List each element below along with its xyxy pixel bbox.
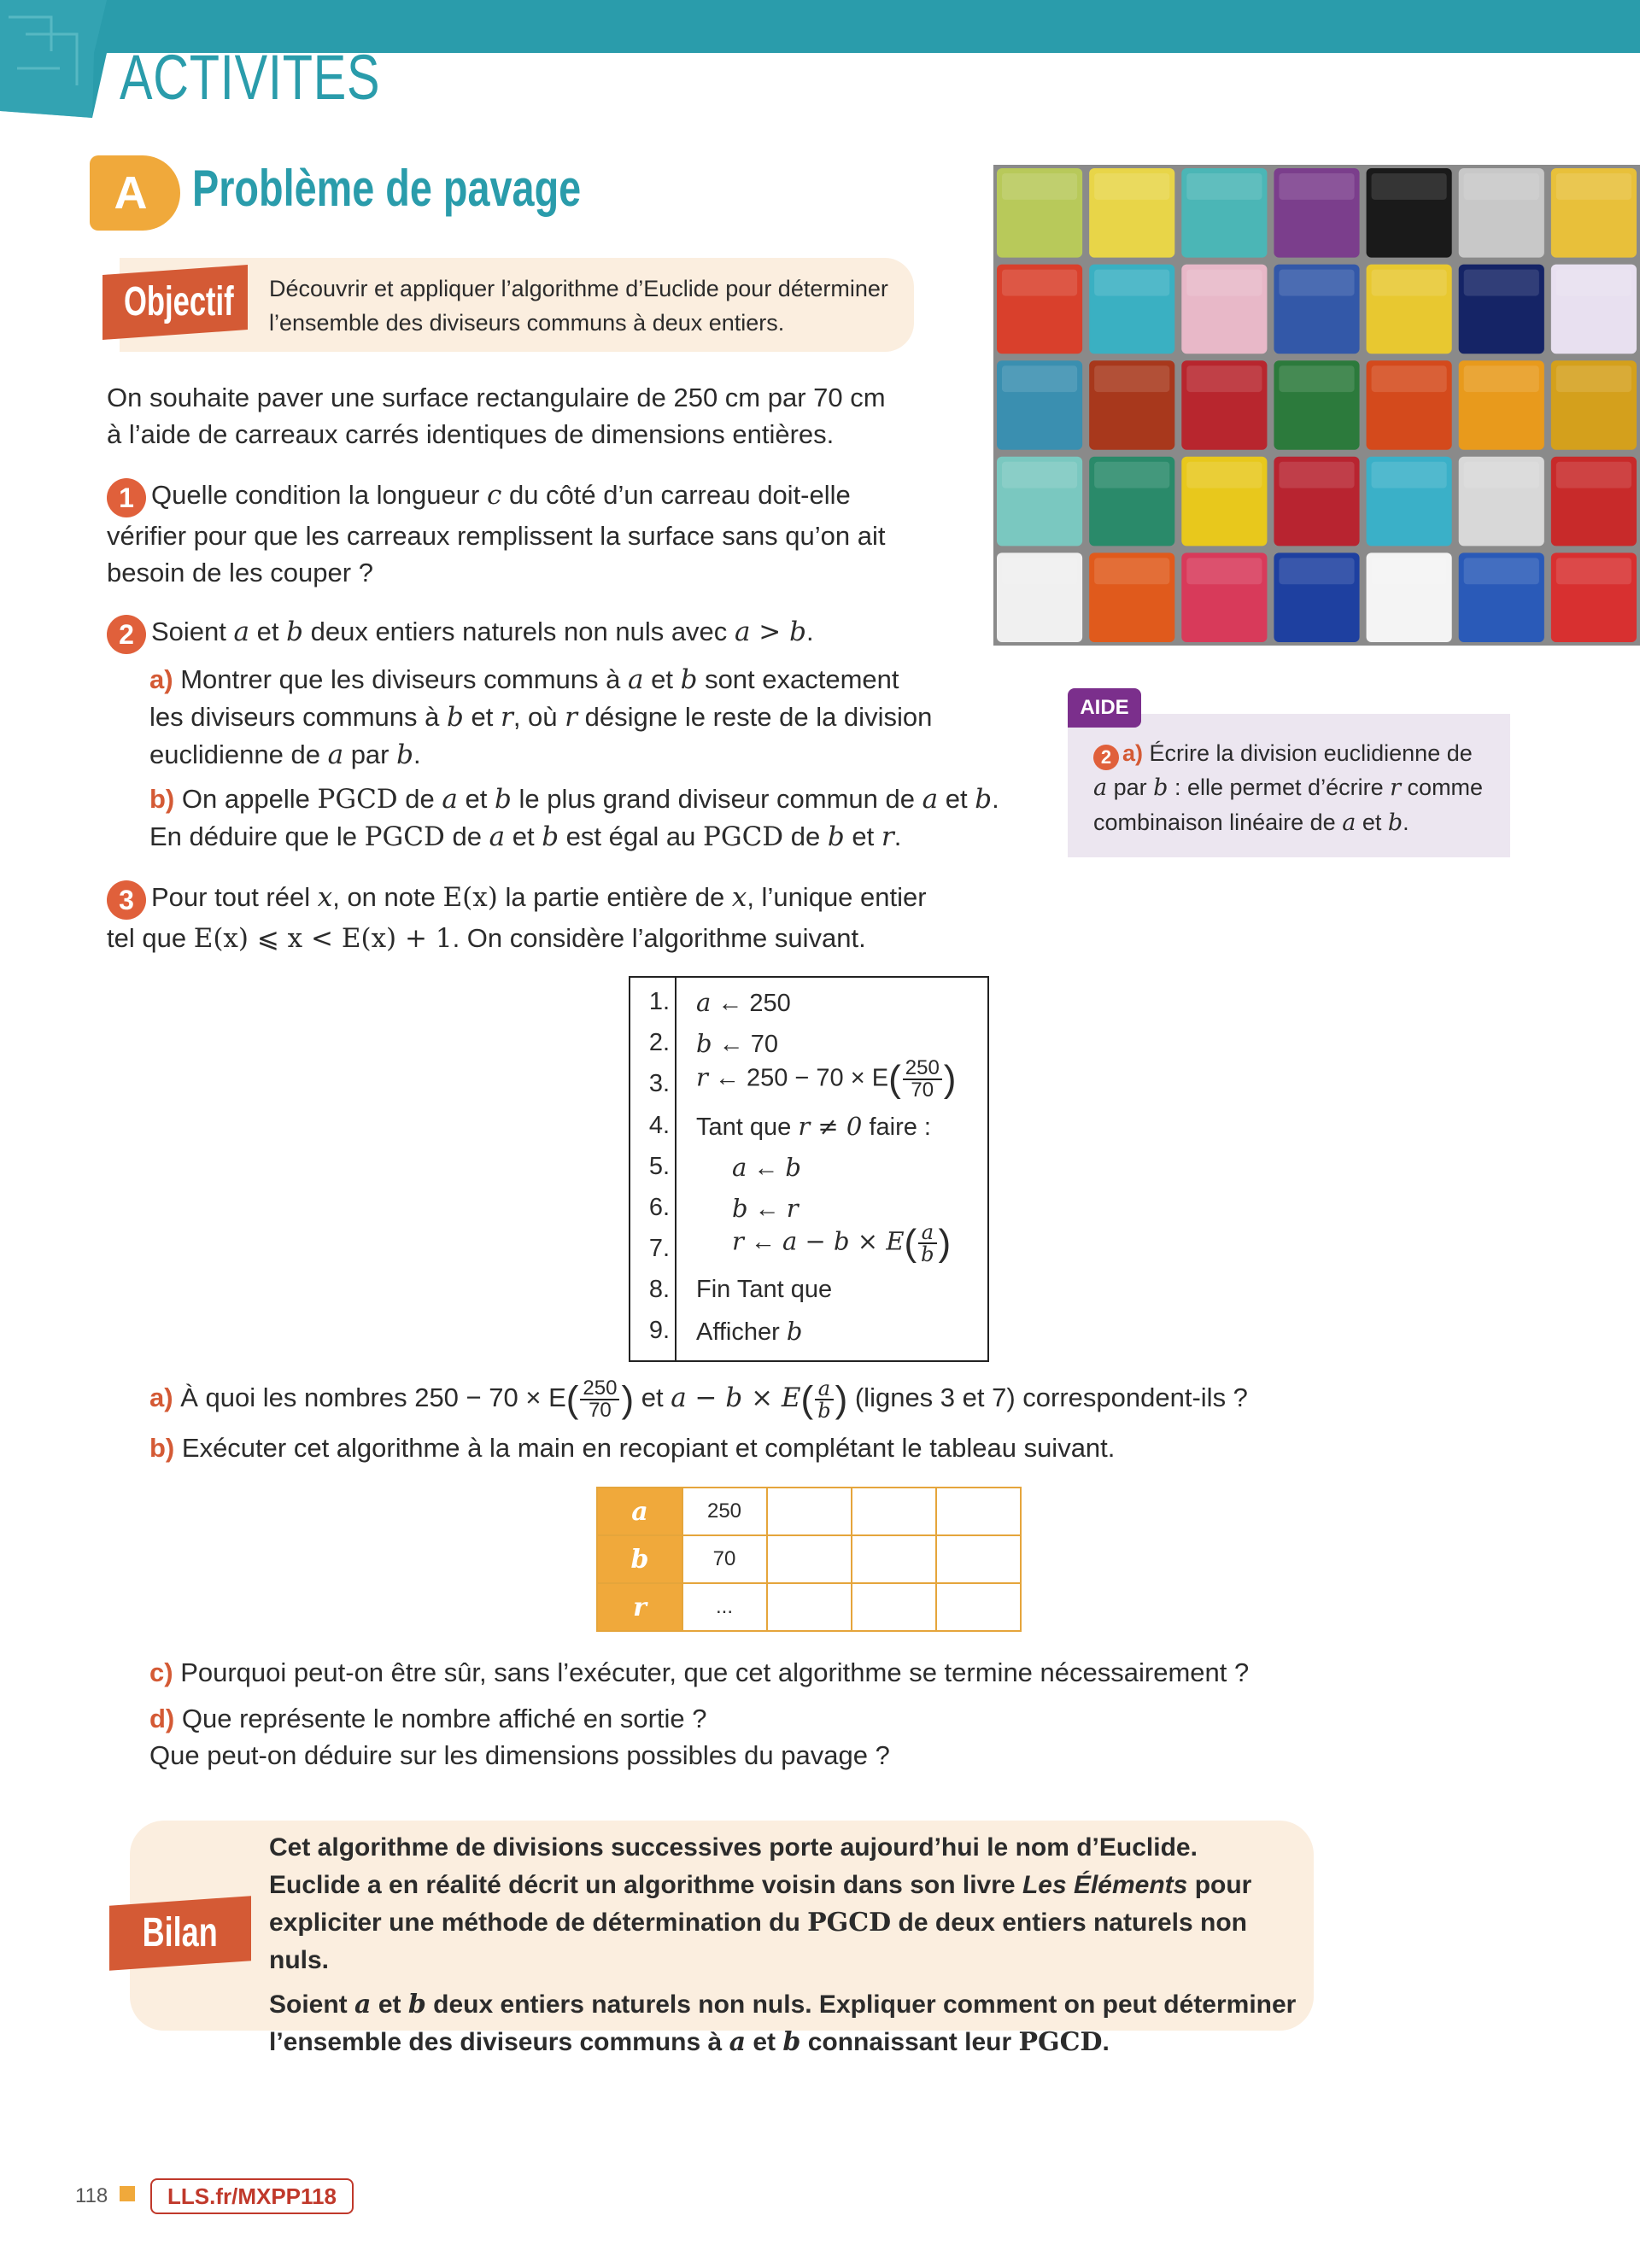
question-number-1: 1	[107, 478, 146, 517]
algo-line-number: 1.	[648, 988, 670, 1015]
algo-line-4: Tant que r ≠ 0 faire :	[696, 1112, 931, 1141]
objectif-text: Découvrir et appliquer l’algorithme d’Euclide pour déterminer l’ensemble des diviseurs communs à deux entiers.	[269, 276, 888, 336]
tile-highlight	[1279, 365, 1354, 392]
table-row-b	[597, 1535, 1021, 1583]
algo-line-1: a ← 250	[696, 988, 791, 1017]
page-marker-square	[120, 2186, 135, 2201]
objectif-tag-label: Objectif	[124, 279, 234, 324]
algorithm-box	[629, 976, 989, 1362]
table-cell-empty	[936, 1488, 1021, 1535]
question-2b: b) On appelle PGCD de a et b le plus grand diviseur commun de a et b. En déduire que le PGCD de a et b est égal au PGCD de b et r.	[149, 784, 999, 852]
tile-highlight	[1464, 462, 1539, 488]
header-bar	[350, 0, 1640, 53]
question-3c: c) Pourquoi peut-on être sûr, sans l’exécuter, que cet algorithme se termine nécessairement ?	[149, 1657, 1250, 1687]
algo-line-3: r ← 250 − 70 × E( $\frac{250}{70}$ )	[696, 1056, 957, 1102]
tile-highlight	[1372, 462, 1447, 488]
tile-highlight	[1372, 173, 1447, 200]
algo-line-2: b ← 70	[696, 1029, 778, 1058]
algorithm-separator	[675, 978, 676, 1360]
question-3: 3 Pour tout réel x, on note E(x) la partie entière de x, l’unique entier tel que E(x) ⩽ x < E(x) + 1. On considère l’algorithme suivant.	[107, 882, 927, 954]
question-3b: b) Exécuter cet algorithme à la main en recopiant et complétant le tableau suivant.	[149, 1433, 1116, 1463]
table-cell-empty	[852, 1583, 936, 1631]
table-cell-empty	[936, 1583, 1021, 1631]
tile-highlight	[1464, 558, 1539, 584]
question-2a: a) Montrer que les diviseurs communs à a et b sont exactement les diviseurs communs à b et r, où r désigne le reste de la division euclidienne de a par b.	[149, 664, 933, 770]
table-row-a	[597, 1488, 1021, 1535]
question-2: 2 Soient a et b deux entiers naturels non nuls avec a > b.	[107, 613, 1012, 654]
table-cell-empty	[852, 1535, 936, 1583]
table-cell-empty	[936, 1535, 1021, 1583]
table-cell-empty	[767, 1535, 852, 1583]
bilan-text: Cet algorithme de divisions successives porte aujourd’hui le nom d’Euclide. Euclide a en réalité décrit un algorithme voisin dans son livre Les Éléments pour expliciter une méthode de détermination du PGCD de deux entiers naturels non nuls. Soient a et b deux entiers naturels non nuls. Expliquer comment on peut déterminer l’ensemble des diviseurs communs à a et b connaissant leur PGCD.	[269, 1833, 1297, 2057]
tile-highlight	[1094, 558, 1169, 584]
table-row-r	[597, 1583, 1021, 1631]
table-cell-empty	[767, 1488, 852, 1535]
aide-text: 2 a) Écrire la division euclidienne de a par b : elle permet d’écrire r comme combinaison linéaire de a et b.	[1093, 740, 1484, 836]
table-header-r: r	[597, 1583, 682, 1631]
tile-highlight	[1002, 270, 1077, 296]
section-letter: A	[114, 167, 148, 219]
tiles-photo	[993, 165, 1640, 646]
algo-line-number: 3.	[648, 1070, 670, 1097]
algo-line-number: 5.	[648, 1153, 670, 1180]
question-3d: d) Que représente le nombre affiché en sortie ? Que peut-on déduire sur les dimensions possibles du pavage ?	[149, 1704, 890, 1770]
tile-highlight	[1372, 270, 1447, 296]
tile-highlight	[1186, 173, 1262, 200]
tile-highlight	[1279, 173, 1354, 200]
tile-highlight	[1556, 462, 1631, 488]
algo-line-7: r ← a − b × E( $\frac{a}{b}$ )	[732, 1220, 952, 1266]
tile-highlight	[1464, 365, 1539, 392]
algo-line-number: 6.	[648, 1194, 670, 1221]
algo-line-number: 9.	[648, 1317, 670, 1344]
algo-line-8: Fin Tant que	[696, 1276, 833, 1303]
table-cell-empty	[852, 1488, 936, 1535]
tile-highlight	[1002, 462, 1077, 488]
tile-highlight	[1556, 173, 1631, 200]
tile-highlight	[1186, 558, 1262, 584]
aide-tag-label: AIDE	[1080, 696, 1129, 719]
tile-highlight	[1279, 558, 1354, 584]
tile-highlight	[1186, 365, 1262, 392]
algo-line-number: 2.	[648, 1029, 670, 1056]
tile-highlight	[1094, 270, 1169, 296]
question-3a: a) À quoi les nombres 250 − 70 × E( $\frac{250}{70}$ ) et a − b × E( $\frac{a}{b}$ ) (lignes 3 et 7) correspondent-ils ?	[149, 1377, 1248, 1423]
algo-line-9: Afficher b	[696, 1317, 803, 1346]
intro-paragraph: On souhaite paver une surface rectangulaire de 250 cm par 70 cm à l’aide de carreaux carrés identiques de dimensions entières.	[107, 383, 886, 449]
tile-highlight	[1372, 365, 1447, 392]
tile-highlight	[1464, 173, 1539, 200]
page-number: 118	[75, 2184, 108, 2207]
tile-highlight	[1372, 558, 1447, 584]
tile-highlight	[1556, 270, 1631, 296]
tile-highlight	[1556, 365, 1631, 392]
tile-highlight	[1464, 270, 1539, 296]
algo-line-number: 8.	[648, 1276, 670, 1303]
table-header-b: b	[597, 1535, 682, 1583]
algo-line-6: b ← r	[732, 1194, 799, 1223]
table-cell: ...	[682, 1583, 767, 1631]
algo-line-number: 7.	[648, 1235, 670, 1262]
table-header-a: a	[597, 1488, 682, 1535]
table-cell: 70	[682, 1535, 767, 1583]
tile-highlight	[1094, 365, 1169, 392]
execution-table	[596, 1487, 1022, 1632]
tile-highlight	[1279, 270, 1354, 296]
resource-link[interactable]: LLS.fr/MXPP118	[150, 2178, 354, 2214]
tile-highlight	[1186, 270, 1262, 296]
table-cell: 250	[682, 1488, 767, 1535]
section-title: Problème de pavage	[192, 160, 582, 217]
tile-highlight	[1279, 462, 1354, 488]
tile-highlight	[1002, 173, 1077, 200]
algo-line-5: a ← b	[732, 1153, 801, 1182]
algo-line-number: 4.	[648, 1112, 670, 1139]
table-cell-empty	[767, 1583, 852, 1631]
tile-highlight	[1094, 462, 1169, 488]
tile-highlight	[1186, 462, 1262, 488]
question-number-2: 2	[107, 615, 146, 654]
question-1: 1 Quelle condition la longueur c du côté d’un carreau doit-elle vérifier pour que les carreaux remplissent la surface sans qu’on ait besoin de les couper ?	[107, 480, 886, 587]
tile-highlight	[1556, 558, 1631, 584]
tile-highlight	[1094, 173, 1169, 200]
tile-highlight	[1002, 365, 1077, 392]
bilan-tag-label: Bilan	[142, 1910, 219, 1955]
question-number-3: 3	[107, 880, 146, 920]
tile-highlight	[1002, 558, 1077, 584]
page-title: ACTIVITÉS	[120, 42, 381, 113]
